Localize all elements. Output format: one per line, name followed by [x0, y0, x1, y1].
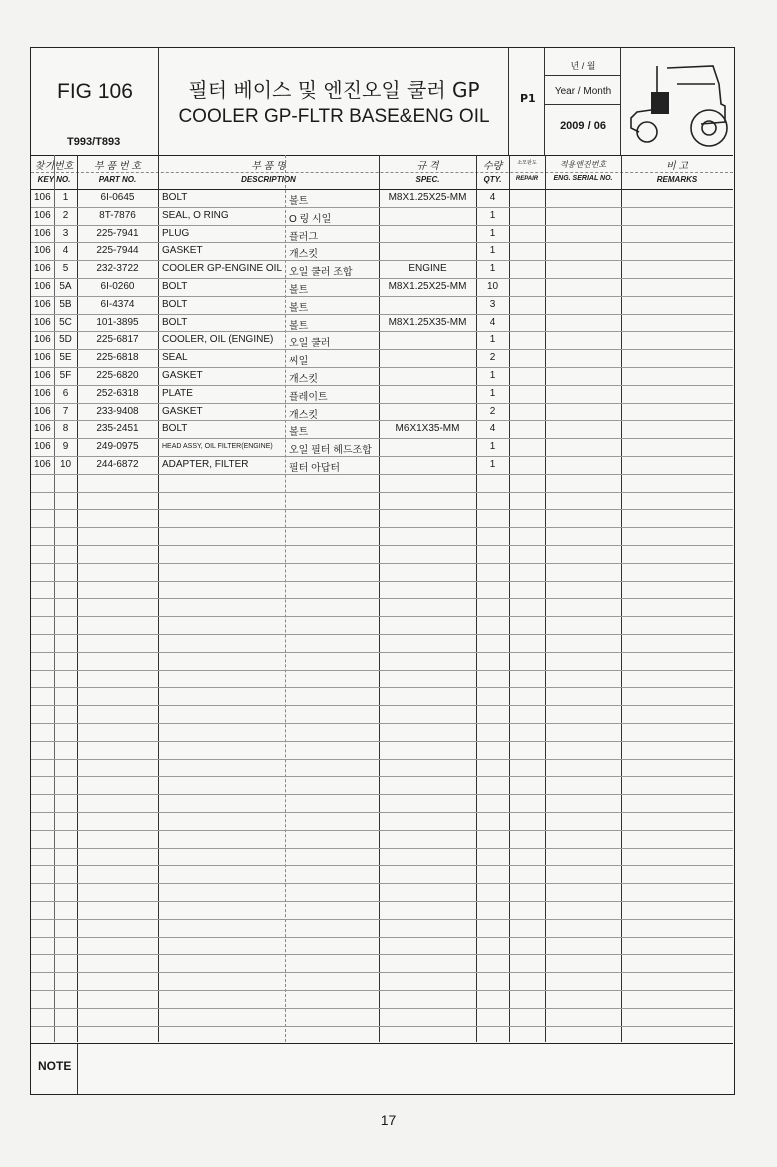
empty-row	[31, 545, 733, 564]
title-cell	[159, 48, 509, 155]
fig-cell: 106	[34, 370, 51, 381]
quantity: 2	[489, 352, 496, 364]
fig-cell: 106	[34, 281, 51, 292]
part-number: 6I-0260	[100, 281, 135, 292]
empty-row	[31, 830, 733, 849]
fig-cell: 106	[34, 334, 51, 346]
description-english: PLATE	[162, 387, 193, 399]
empty-row	[31, 581, 733, 600]
description-english: SEAL	[162, 352, 188, 364]
description-korean: 오일 쿨러	[289, 338, 331, 350]
table-row	[31, 403, 733, 422]
empty-row	[31, 776, 733, 795]
empty-row	[31, 474, 733, 493]
description-korean: 개스킷	[289, 374, 318, 385]
part-number: 6I-0645	[100, 192, 135, 203]
empty-row	[31, 812, 733, 831]
col-description: 부 품 명 DESCRIPTION	[241, 161, 296, 184]
part-number: 235-2451	[96, 423, 139, 435]
table-row	[31, 296, 733, 315]
key-cell: 3	[62, 227, 69, 239]
quantity: 1	[489, 209, 496, 221]
empty-row	[31, 865, 733, 884]
table-row	[31, 420, 733, 439]
part-number: 244-6872	[96, 459, 139, 470]
table-row	[31, 189, 733, 208]
empty-row	[31, 563, 733, 582]
quantity: 1	[489, 459, 496, 470]
fig-cell: 106	[34, 192, 51, 203]
figure-cell	[31, 48, 159, 155]
table-row	[31, 225, 733, 244]
key-cell: 9	[62, 441, 69, 453]
table-row	[31, 367, 733, 386]
empty-row	[31, 901, 733, 920]
spec: M8X1.25X35-MM	[388, 316, 467, 328]
page-label: P1	[520, 92, 536, 105]
quantity: 1	[489, 387, 496, 399]
fig-cell: 106	[34, 441, 51, 453]
page-cell	[509, 48, 545, 155]
description-korean: 플레이트	[289, 391, 328, 403]
part-number: 249-0975	[96, 441, 139, 453]
table-row	[31, 456, 733, 475]
empty-row	[31, 990, 733, 1009]
col-qty: 수량 QTY.	[482, 161, 503, 184]
table-row	[31, 260, 733, 279]
empty-row	[31, 634, 733, 653]
description-korean: 플러그	[289, 231, 318, 243]
description-english: BOLT	[162, 281, 188, 292]
key-cell: 4	[62, 245, 69, 257]
quantity: 3	[489, 298, 496, 310]
parts-table	[31, 189, 733, 1041]
fig-cell: 106	[34, 263, 51, 275]
part-number: 252-6318	[96, 387, 139, 399]
spec: M8X1.25X25-MM	[388, 281, 467, 292]
quantity: 2	[489, 405, 496, 417]
figure-number: FIG 106	[57, 80, 133, 103]
key-cell: 7	[62, 405, 69, 417]
empty-row	[31, 652, 733, 671]
empty-row	[31, 883, 733, 902]
col-serial: 적용엔진번호 ENG. SERIAL NO.	[553, 160, 613, 182]
fig-cell: 106	[34, 209, 51, 221]
tractor-icon	[621, 48, 735, 155]
parts-sheet	[30, 47, 735, 1095]
description-korean: 필터 아답터	[289, 463, 341, 474]
part-number: 225-7944	[96, 245, 139, 257]
description-english: GASKET	[162, 245, 203, 257]
description-korean: 볼트	[289, 320, 309, 332]
description-english: HEAD ASSY, OIL FILTER(ENGINE)	[162, 443, 273, 451]
empty-row	[31, 919, 733, 938]
quantity: 4	[489, 316, 496, 328]
empty-row	[31, 616, 733, 635]
description-english: BOLT	[162, 298, 188, 310]
quantity: 4	[489, 192, 496, 203]
description-korean: 볼트	[289, 302, 309, 314]
key-cell: 5B	[59, 298, 72, 310]
description-korean: 씨일	[289, 356, 309, 368]
col-key: 찾기번호 KEY NO.	[34, 161, 74, 184]
table-row	[31, 314, 733, 333]
empty-row	[31, 527, 733, 546]
quantity: 10	[486, 281, 499, 292]
date-value: 2009 / 06	[560, 120, 606, 132]
fig-cell: 106	[34, 245, 51, 257]
empty-row	[31, 1008, 733, 1027]
spec: ENGINE	[408, 263, 447, 275]
fig-cell: 106	[34, 352, 51, 364]
part-number: 8T-7876	[99, 209, 136, 221]
date-label-english: Year / Month	[554, 86, 612, 97]
description-english: COOLER, OIL (ENGINE)	[162, 334, 274, 346]
quantity: 1	[489, 334, 496, 346]
date-cell	[545, 48, 621, 155]
part-number: 232-3722	[96, 263, 139, 275]
empty-row	[31, 972, 733, 991]
quantity: 1	[489, 245, 496, 257]
table-row	[31, 385, 733, 404]
key-cell: 5	[62, 263, 69, 275]
description-english: BOLT	[162, 423, 188, 435]
spec: M6X1X35-MM	[395, 423, 460, 435]
description-korean: 개스킷	[289, 409, 318, 421]
key-cell: 5A	[59, 281, 72, 292]
table-row	[31, 207, 733, 226]
empty-row	[31, 687, 733, 706]
empty-row	[31, 492, 733, 511]
col-spec: 규 격 SPEC.	[415, 161, 440, 184]
table-row	[31, 349, 733, 368]
key-cell: 6	[62, 387, 69, 399]
quantity: 1	[489, 227, 496, 239]
description-english: ADAPTER, FILTER	[162, 459, 249, 470]
description-korean: 오일 필터 헤드조합	[289, 445, 372, 457]
key-cell: 5D	[59, 334, 72, 346]
col-repair: 소모판도 REPAIR	[515, 160, 539, 182]
key-cell: 5F	[59, 370, 72, 381]
description-korean: 볼트	[289, 427, 309, 439]
fig-cell: 106	[34, 405, 51, 417]
empty-row	[31, 759, 733, 778]
key-cell: 5E	[59, 352, 72, 364]
empty-row	[31, 741, 733, 760]
part-number: 225-6817	[96, 334, 139, 346]
note-label: NOTE	[38, 1059, 72, 1073]
col-remarks: 비 고 REMARKS	[656, 161, 698, 184]
key-cell: 2	[62, 209, 69, 221]
key-cell: 8	[62, 423, 69, 435]
empty-row	[31, 509, 733, 528]
date-label-korean: 년 / 월	[570, 61, 596, 71]
empty-row	[31, 848, 733, 867]
table-row	[31, 438, 733, 457]
part-number: 225-7941	[96, 227, 139, 239]
note-box	[31, 1043, 733, 1094]
empty-row	[31, 670, 733, 689]
description-english: BOLT	[162, 316, 188, 328]
description-english: COOLER GP-ENGINE OIL	[162, 263, 283, 275]
key-cell: 1	[62, 192, 69, 203]
quantity: 1	[489, 263, 496, 275]
key-cell: 5C	[59, 316, 72, 328]
empty-row	[31, 954, 733, 973]
fig-cell: 106	[34, 316, 51, 328]
fig-cell: 106	[34, 227, 51, 239]
empty-row	[31, 705, 733, 724]
description-english: PLUG	[162, 227, 190, 239]
part-number: 233-9408	[96, 405, 139, 417]
description-english: BOLT	[162, 192, 188, 203]
table-row	[31, 331, 733, 350]
empty-row	[31, 937, 733, 956]
sheet-header	[31, 48, 733, 156]
page-number: 17	[380, 1112, 397, 1128]
part-number: 225-6820	[96, 370, 139, 381]
description-korean: 개스킷	[289, 249, 318, 261]
fig-cell: 106	[34, 387, 51, 399]
empty-row	[31, 794, 733, 813]
description-korean: 볼트	[289, 196, 309, 207]
table-row	[31, 242, 733, 261]
empty-row	[31, 723, 733, 742]
fig-cell: 106	[34, 459, 51, 470]
description-english: SEAL, O RING	[162, 209, 229, 221]
description-english: GASKET	[162, 370, 203, 381]
empty-row	[31, 598, 733, 617]
part-number: 101-3895	[96, 316, 139, 328]
fig-cell: 106	[34, 298, 51, 310]
part-number: 6I-4374	[100, 298, 135, 310]
col-part: 부 품 번 호 PART NO.	[94, 161, 141, 184]
empty-row	[31, 1026, 733, 1045]
description-korean: O 링 시일	[289, 213, 332, 225]
spec: M8X1.25X25-MM	[388, 192, 467, 203]
title-korean: 필터 베이스 및 엔진오일 쿨러 GP	[188, 78, 480, 102]
fig-cell: 106	[34, 423, 51, 435]
part-number: 225-6818	[96, 352, 139, 364]
quantity: 4	[489, 423, 496, 435]
table-row	[31, 278, 733, 297]
description-korean: 오일 쿨러 조합	[289, 267, 353, 279]
key-cell: 10	[59, 459, 72, 470]
description-korean: 볼트	[289, 285, 309, 296]
quantity: 1	[489, 370, 496, 381]
column-header	[31, 155, 733, 190]
description-english: GASKET	[162, 405, 203, 417]
quantity: 1	[489, 441, 496, 453]
title-english: COOLER GP-FLTR BASE&ENG OIL	[178, 106, 490, 127]
model-code: T993/T893	[67, 136, 121, 148]
